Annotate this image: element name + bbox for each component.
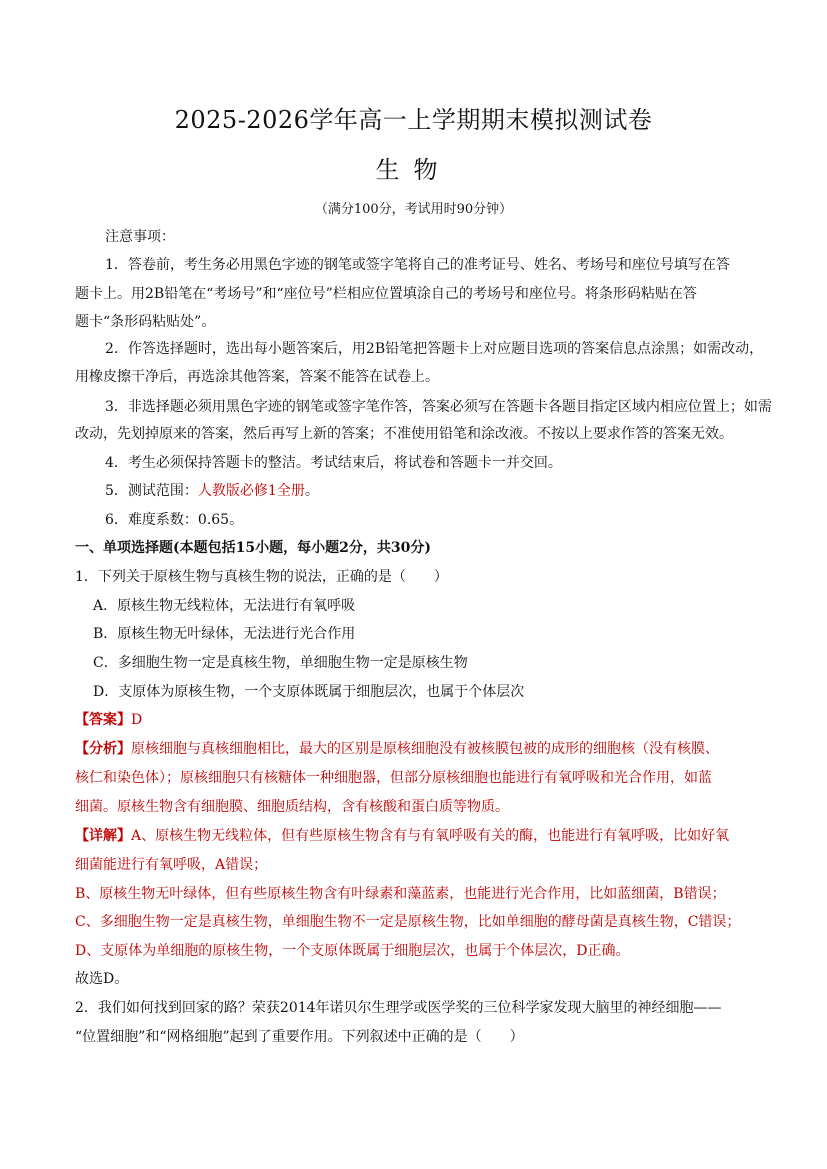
q1-detail-line: B、原核生物无叶绿体，但有些原核生物含有叶绿素和藻蓝素，也能进行光合作用，比如蓝细菌，B错误； xyxy=(75,886,726,902)
q2-stem-line: 2．我们如何找到回家的路？荣获2014年诺贝尔生理学或医学奖的三位科学家发现大脑里的神经细胞—— xyxy=(75,1000,722,1016)
exam-title: 2025-2026学年高一上学期期末模拟测试卷 xyxy=(174,106,653,134)
q1-detail-line: 细菌能进行有氧呼吸，A错误； xyxy=(75,857,268,873)
detail-label: 【详解】 xyxy=(75,828,131,844)
q1-detail-line: C、多细胞生物一定是真核生物，单细胞生物不一定是原核生物，比如单细胞的酵母菌是真核生物，C错误； xyxy=(75,914,741,930)
q1-analysis-line xyxy=(75,739,719,759)
q1-option-c: C．多细胞生物一定是真核生物，单细胞生物一定是原核生物 xyxy=(93,655,468,671)
answer-label: 【答案】 xyxy=(75,712,131,728)
q2-stem-line: “位置细胞”和“网格细胞”起到了重要作用。下列叙述中正确的是（ ） xyxy=(75,1029,524,1045)
q1-analysis-line: 核仁和染色体）；原核细胞只有核糖体一种细胞器，但部分原核细胞也能进行有氧呼吸和光合作用，如蓝 xyxy=(75,770,712,786)
notice-line: 改动，先划掉原来的答案，然后再写上新的答案；不准使用铅笔和涂改液。不按以上要求作答的答案无效。 xyxy=(75,426,733,442)
q1-answer xyxy=(75,710,142,730)
scope-label: 5．测试范围： xyxy=(105,483,198,499)
q1-detail-line xyxy=(75,826,729,846)
q1-detail-line: D、支原体为单细胞的原核生物，一个支原体既属于细胞层次，也属于个体层次，D正确。 xyxy=(75,943,630,959)
scope-value: 人教版必修1全册 xyxy=(197,483,305,499)
notice-line: 用橡皮擦干净后，再选涂其他答案，答案不能答在试卷上。 xyxy=(75,369,439,385)
q1-option-a: A．原核生物无线粒体，无法进行有氧呼吸 xyxy=(93,598,356,614)
exam-subject: 生物 xyxy=(375,156,452,184)
detail-text: A、原核生物无线粒体，但有些原核生物含有与有氧呼吸有关的酶，也能进行有氧呼吸，比如好氧 xyxy=(131,828,730,844)
answer-value: D xyxy=(131,712,143,728)
exam-meta: （满分100分，考试用时90分钟） xyxy=(314,202,513,217)
q1-stem: 1．下列关于原核生物与真核生物的说法，正确的是（ ） xyxy=(75,569,448,585)
scope-end: 。 xyxy=(304,483,319,499)
q1-option-b: B．原核生物无叶绿体，无法进行光合作用 xyxy=(93,626,356,642)
notice-line: 2．作答选择题时，选出每小题答案后，用2B铅笔把答题卡上对应题目选项的答案信息点涂黑；如需改动， xyxy=(105,341,764,357)
notice-scope xyxy=(105,481,319,501)
notice-heading: 注意事项： xyxy=(105,229,175,245)
notice-line: 3．非选择题必须用黑色字迹的钢笔或签字笔作答，答案必须写在答题卡各题目指定区域内相应位置上；如需 xyxy=(105,399,772,415)
notice-line: 4．考生必须保持答题卡的整洁。考试结束后，将试卷和答题卡一并交回。 xyxy=(105,455,562,471)
analysis-label: 【分析】 xyxy=(75,741,131,757)
q1-option-d: D．支原体为原核生物，一个支原体既属于细胞层次，也属于个体层次 xyxy=(93,684,525,700)
notice-line: 1．答卷前，考生务必用黑色字迹的钢笔或签字笔将自己的准考证号、姓名、考场号和座位号填写在答 xyxy=(105,257,730,273)
q1-analysis-line: 细菌。原核生物含有细胞膜、细胞质结构，含有核酸和蛋白质等物质。 xyxy=(75,799,509,815)
notice-line: 题卡“条形码粘贴处”。 xyxy=(75,314,216,330)
notice-difficulty: 6．难度系数：0.65。 xyxy=(105,512,244,528)
analysis-text: 原核细胞与真核细胞相比，最大的区别是原核细胞没有被核膜包被的成形的细胞核（没有核膜、 xyxy=(131,741,719,757)
notice-line: 题卡上。用2B铅笔在“考场号”和“座位号”栏相应位置填涂自己的考场号和座位号。将条形码粘贴在答 xyxy=(75,286,697,302)
q1-conclusion: 故选D。 xyxy=(75,971,129,987)
section-heading: 一、单项选择题(本题包括15小题，每小题2分，共30分) xyxy=(75,540,431,556)
